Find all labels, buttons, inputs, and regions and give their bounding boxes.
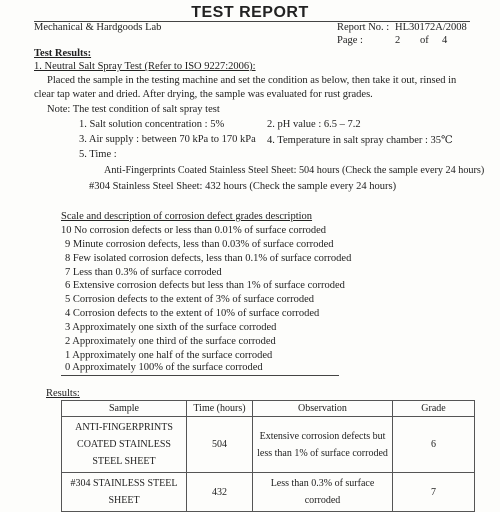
grade-3: 3 Approximately one sixth of the surface corroded — [65, 322, 277, 333]
page-title: TEST REPORT — [191, 4, 309, 21]
condition-salt-concentration: 1. Salt solution concentration : 5% — [79, 119, 225, 130]
page-of: of — [420, 35, 429, 46]
sample-line: COATED STAINLESS — [77, 439, 171, 450]
table-row — [62, 473, 475, 512]
sample-line: STEEL SHEET — [92, 456, 156, 467]
report-number — [337, 22, 467, 33]
grade-10: 10 No corrosion defects or less than 0.01% of surface corroded — [61, 225, 327, 236]
observation-line: less than 1% of surface corroded — [257, 447, 388, 459]
page-number — [337, 35, 447, 46]
sample-line: SHEET — [108, 495, 140, 506]
grade-4: 4 Corrosion defects to the extent of 10% of surface corroded — [65, 308, 320, 319]
table-header-row — [62, 401, 475, 417]
time-line-anti-fingerprint: Anti-Fingerprints Coated Stainless Steel Sheet: 504 hours (Check the sample every 24 hours) — [104, 165, 485, 176]
grade-6: 6 Extensive corrosion defects but less than 1% of surface corroded — [65, 280, 345, 291]
condition-ph-value: 2. pH value : 6.5 – 7.2 — [267, 119, 361, 130]
results-table — [61, 400, 475, 512]
cell-observation — [253, 417, 393, 473]
page-current: 2 — [395, 35, 401, 46]
observation-line: Extensive corrosion defects but — [259, 430, 386, 442]
condition-time: 5. Time : — [79, 149, 117, 160]
sample-line: #304 STAINLESS STEEL — [70, 478, 178, 489]
grade-0: 0 Approximately 100% of the surface corroded — [65, 362, 263, 373]
col-header-time: Time (hours) — [187, 401, 253, 417]
grade-1: 1 Approximately one half of the surface corroded — [65, 350, 273, 361]
cell-grade: 7 — [393, 473, 475, 512]
page-total: 4 — [442, 35, 448, 46]
lab-name: Mechanical & Hardgoods Lab — [34, 22, 162, 33]
cell-observation — [253, 473, 393, 512]
test-condition-note: Note: The test condition of salt spray test — [47, 104, 220, 115]
col-header-grade: Grade — [393, 401, 475, 417]
results-table-label: Results: — [46, 388, 80, 399]
observation-line: corroded — [304, 495, 341, 506]
report-no-value: HL30172A/2008 — [395, 22, 467, 33]
cell-sample — [62, 417, 187, 473]
col-header-observation: Observation — [253, 401, 393, 417]
table-row — [62, 417, 475, 473]
scale-heading: Scale and description of corrosion defect grades description — [61, 211, 313, 222]
grade-2: 2 Approximately one third of the surface corroded — [65, 336, 276, 347]
grade-8: 8 Few isolated corrosion defects, less than 0.1% of surface corroded — [65, 253, 352, 264]
cell-time: 432 — [187, 473, 253, 512]
condition-temperature: 4. Temperature in salt spray chamber : 35℃ — [267, 135, 453, 146]
time-line-304-steel: #304 Stainless Steel Sheet: 432 hours (Check the sample every 24 hours) — [89, 181, 397, 192]
page-label: Page : — [337, 35, 363, 46]
sample-line: ANTI-FINGERPRINTS — [75, 422, 173, 433]
cell-time: 504 — [187, 417, 253, 473]
procedure-line-1: Placed the sample in the testing machine and set the condition as below, then take it out, rinsed in — [47, 75, 457, 86]
section-title: 1. Neutral Salt Spray Test (Refer to ISO 9227:2006): — [34, 61, 256, 72]
procedure-line-2: clear tap water and dried. After drying, the sample was evaluated for rust grades. — [34, 89, 373, 100]
col-header-sample: Sample — [62, 401, 187, 417]
header-divider — [34, 21, 470, 22]
grade-9: 9 Minute corrosion defects, less than 0.03% of surface corroded — [65, 239, 334, 250]
cell-grade: 6 — [393, 417, 475, 473]
report-no-label: Report No. : — [337, 22, 390, 33]
condition-air-supply: 3. Air supply : between 70 kPa to 170 kPa — [79, 134, 256, 145]
cell-sample — [62, 473, 187, 512]
observation-line: Less than 0.3% of surface — [270, 478, 375, 489]
scale-end-rule — [61, 375, 339, 376]
grade-7: 7 Less than 0.3% of surface corroded — [65, 267, 222, 278]
grade-5: 5 Corrosion defects to the extent of 3% of surface corroded — [65, 294, 314, 305]
results-heading: Test Results: — [34, 48, 92, 59]
